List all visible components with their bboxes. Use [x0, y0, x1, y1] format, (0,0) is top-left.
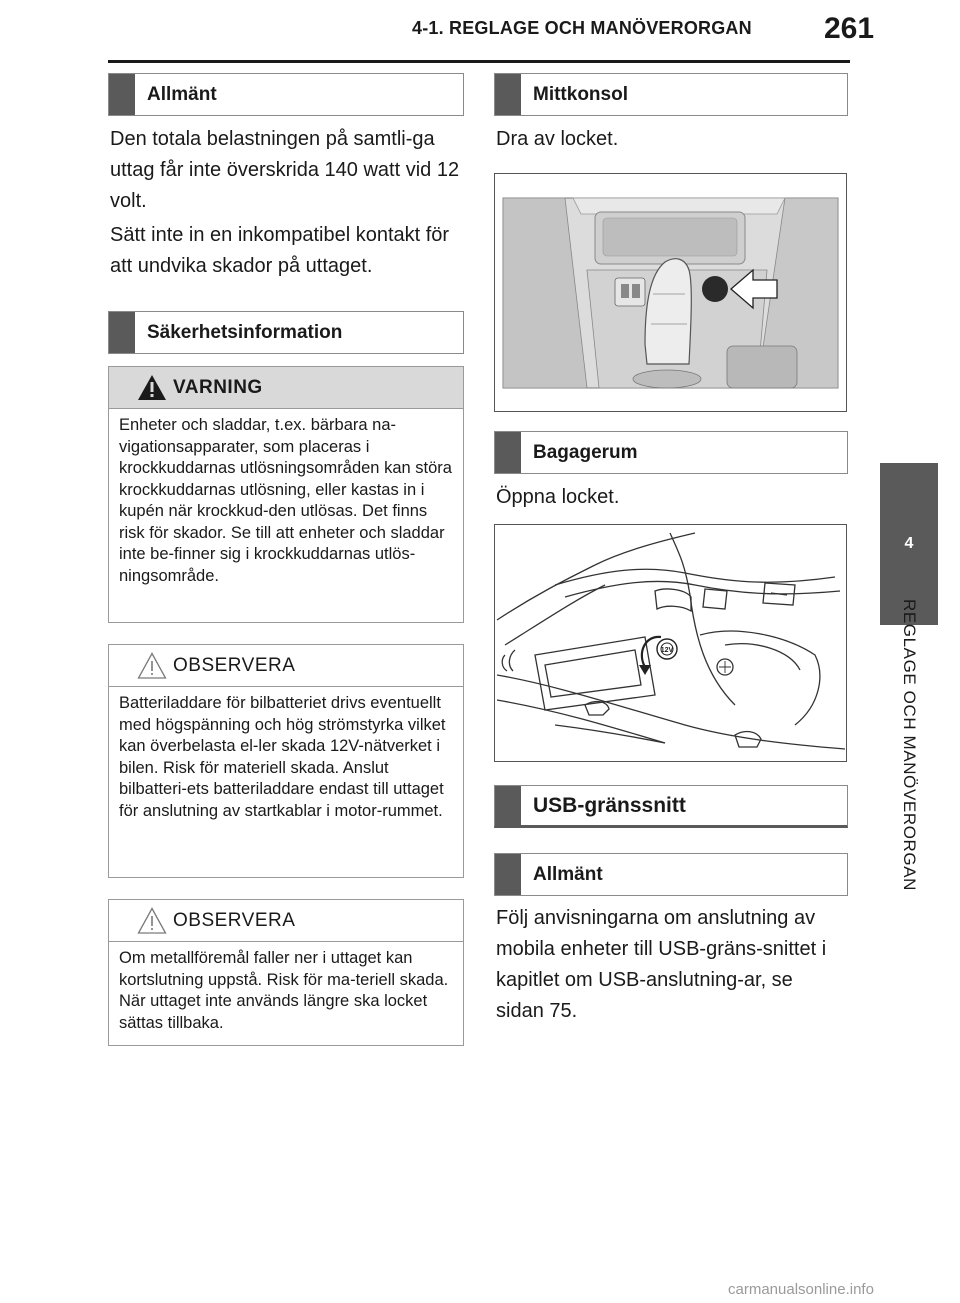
watermark: carmanualsonline.info: [728, 1281, 874, 1298]
caution-triangle-icon: [137, 907, 167, 934]
warning-text: Enheter och sladdar, t.ex. bärbara na-vigationsapparater, som placeras i krockkuddarnas utlösningsområden kan störa krockkuddarnas utlösning, eller kastas in i kupén när krockkud-den utlösas. Det finns risk för skador. Se till att enheter och sladdar inte be-finner sig i krockkuddarnas utlös-ningsområde.: [119, 416, 452, 585]
heading-usb-general-label: Allmänt: [533, 863, 603, 885]
notice-1-title: OBSERVERA: [173, 654, 296, 676]
heading-center-console: [494, 73, 848, 116]
notice-2-text: Om metallföremål faller ner i uttaget kan kortslutning uppstå. Risk för ma-teriell skada. När uttaget inte används längre ska locket sättas tillbaka.: [119, 949, 449, 1032]
trunk-socket-illustration: [495, 525, 846, 761]
notice-2-title: OBSERVERA: [173, 909, 296, 931]
heading-usb-interface-label: USB-gränssnitt: [533, 793, 686, 817]
page-number: 261: [824, 12, 875, 45]
heading-trunk-label: Bagagerum: [533, 441, 638, 463]
warning-triangle-icon: [137, 374, 167, 401]
heading-safety: [108, 311, 464, 354]
notice-1-header: [109, 645, 463, 687]
running-header-title: 4-1. REGLAGE OCH MANÖVERORGAN: [412, 18, 752, 38]
usb-instruction: Följ anvisningarna om anslutning av mobila enheter till USB-gräns-snittet i kapitlet om USB-anslutning-ar, se sidan 75.: [496, 907, 827, 1022]
warning-title: VARNING: [173, 376, 263, 398]
warning-header: [109, 367, 463, 409]
heading-general: [108, 73, 464, 116]
chapter-number: 4: [904, 535, 914, 552]
general-paragraph-2: Sätt inte in en inkompatibel kontakt för att undvika skador på uttaget.: [110, 224, 450, 277]
notice-2-header: [109, 900, 463, 942]
general-paragraph-1: Den totala belastningen på samtli-ga uttag får inte överskrida 140 watt vid 12 volt.: [110, 128, 460, 212]
center-console-illustration: [495, 174, 846, 411]
notice-1-text: Batteriladdare för bilbatteriet drivs eventuellt med högspänning och hög strömstyrka vilket kan överbelasta el-ler skada 12V-nätverket i bilen. Risk för materiell skada. Anslut bilbatteri-ets batteriladdare endast till uttaget för anslutning av startkablar i motor-rummet.: [119, 694, 446, 820]
header-rule: [108, 60, 850, 63]
heading-general-label: Allmänt: [147, 83, 217, 105]
heading-safety-label: Säkerhetsinformation: [147, 321, 343, 343]
trunk-instruction: Öppna locket.: [496, 486, 620, 508]
center-console-figure: [494, 173, 847, 412]
heading-trunk: [494, 431, 848, 474]
heading-usb-interface: [494, 785, 848, 828]
socket-12v-label: 12V: [660, 647, 674, 654]
heading-center-console-label: Mittkonsol: [533, 83, 628, 105]
chapter-side-label: REGLAGE OCH MANÖVERORGAN: [900, 598, 919, 892]
notice-box-2: [108, 899, 464, 1046]
trunk-socket-figure: [494, 524, 847, 762]
notice-box-1: [108, 644, 464, 878]
caution-triangle-icon: [137, 652, 167, 679]
heading-usb-general: [494, 853, 848, 896]
warning-box: [108, 366, 464, 623]
center-console-instruction: Dra av locket.: [496, 128, 619, 150]
